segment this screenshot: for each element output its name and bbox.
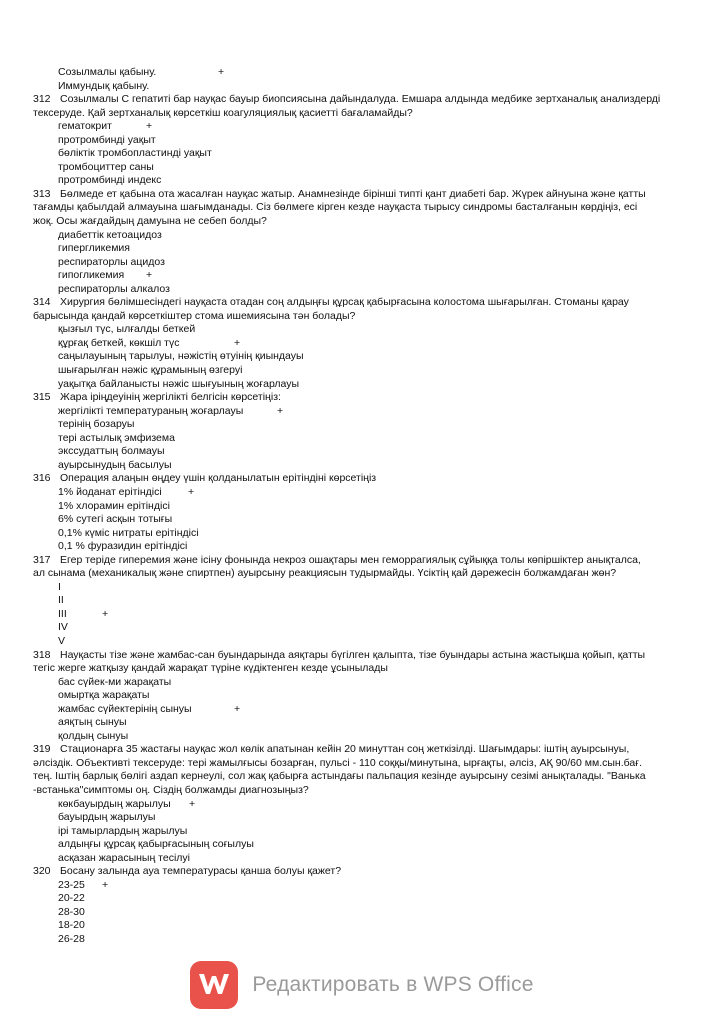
answer-text: уақытқа байланысты нәжіс шығуының жоғарлауы — [58, 377, 300, 390]
question-line — [33, 649, 693, 663]
question-line — [33, 743, 693, 757]
correct-answer-mark: + — [146, 269, 153, 282]
answer-option — [33, 229, 693, 243]
question-number: 314 — [33, 296, 51, 309]
answer-option — [33, 594, 693, 608]
answer-option — [33, 350, 693, 364]
answer-option — [33, 933, 693, 947]
question-text: әлсіздік. Объективті тексеруде: тері жамылғысы бозарған, пульсі - 110 соққы/минутына, ырғақты, әлсіз, АҚ 90/60 мм.сын.бағ. — [33, 756, 642, 769]
wps-banner-text[interactable]: Редактировать в WPS Office — [252, 973, 534, 996]
answer-text: жергілікті температураның жоғарлауы — [58, 404, 244, 417]
correct-answer-mark: + — [218, 66, 225, 78]
answer-option — [33, 256, 693, 270]
correct-answer-mark: + — [146, 120, 153, 133]
answer-option — [33, 66, 693, 80]
answer-text: гематокрит — [58, 120, 112, 133]
correct-answer-mark: + — [102, 878, 109, 891]
answer-text: тері астылық эмфизема — [58, 431, 175, 444]
question-line — [33, 310, 693, 324]
answer-option — [33, 283, 693, 297]
answer-option — [33, 730, 693, 744]
correct-answer-mark: + — [234, 336, 241, 349]
answer-text: респираторлы алкалоз — [58, 282, 170, 295]
question-text: Стационарға 35 жастағы науқас жол көлік апатынан кейін 20 минуттан соң жеткізілді. Шағымдары: іштің ауырсынуы, — [60, 743, 630, 756]
answer-text: 26-28 — [58, 933, 85, 945]
answer-option — [33, 906, 693, 920]
answer-text: омыртқа жарақаты — [58, 689, 150, 702]
answer-option — [33, 445, 693, 459]
answer-option — [33, 161, 693, 175]
question-number: 316 — [33, 472, 51, 485]
correct-answer-mark: + — [234, 702, 241, 715]
question-text: ал сынама (механикалық және спиртпен) ауырсыну реакциясын тудырмайды. Үсіктің қай дәрежесін болжамдаған жөн? — [33, 567, 617, 580]
answer-text: асқазан жарасының тесілуі — [58, 851, 190, 864]
question-text: барысында қандай көрсеткіштер стома ишемиясына тән болады? — [33, 309, 356, 322]
answer-text: гипергликемия — [58, 242, 130, 255]
question-line — [33, 784, 693, 798]
question-line — [33, 391, 693, 405]
question-line — [33, 215, 693, 229]
answer-text: I — [58, 580, 61, 593]
answer-text: ірі тамырлардың жарылуы — [58, 824, 188, 837]
answer-text: 0,1% күміс нитраты ерітіндісі — [58, 526, 199, 539]
answer-option — [33, 635, 693, 649]
correct-answer-mark: + — [189, 797, 196, 810]
answer-text: қызғыл түс, ылғалды беткей — [58, 323, 196, 336]
question-text: тексеруде. Қай зертханалық көрсеткіш коагуляциялық қасиетті бағаламайды? — [33, 106, 413, 119]
answer-text: V — [58, 634, 66, 647]
answer-text: 28-30 — [58, 905, 85, 918]
answer-option — [33, 242, 693, 256]
question-text: Босану залында ауа температурасы қанша болуы қажет? — [60, 865, 342, 878]
answer-option — [33, 500, 693, 514]
question-number: 320 — [33, 865, 51, 878]
question-text: тегіс жерге жатқызу қандай жарақат түріне күдіктенген кезде ұсынылады — [33, 662, 388, 675]
question-text: Операция алаңын өңдеу үшін қолданылатын ерітіндіні көрсетіңіз — [60, 472, 377, 485]
answer-option — [33, 919, 693, 933]
question-number: 319 — [33, 743, 51, 756]
question-text: Хирургия бөлімшесіндегі науқаста отадан соң алдыңғы құрсақ қабырғасына колостома шығарылған. Стоманы қарау — [60, 296, 629, 309]
answer-text: респираторлы ацидоз — [58, 255, 165, 268]
answer-option — [33, 825, 693, 839]
answer-text: Созылмалы қабыну. — [58, 66, 157, 78]
question-line — [33, 757, 693, 771]
question-text: -встанька"симптомы оң. Сіздің болжамды диагнозыңыз? — [33, 783, 309, 796]
answer-option — [33, 527, 693, 541]
answer-option — [33, 269, 693, 283]
answer-text: көкбауырдың жарылуы — [58, 797, 171, 810]
answer-text: II — [58, 594, 64, 607]
answer-option — [33, 540, 693, 554]
answer-option — [33, 581, 693, 595]
answer-text: терінің бозаруы — [58, 418, 135, 431]
answer-text: 1% хлорамин ерітіндісі — [58, 499, 170, 512]
answer-text: алдыңғы құрсақ қабырғасының соғылуы — [58, 838, 254, 851]
answer-option — [33, 676, 693, 690]
answer-option — [33, 838, 693, 852]
answer-text: 23-25 — [58, 878, 85, 891]
answer-option — [33, 486, 693, 500]
question-text: тең. Іштің барлық бөлігі аздап кернеулі, сол жақ қабырға астындағы пальпация кезінде ауырсыну сезімі анықталады. "Ванька — [33, 770, 646, 783]
question-line — [33, 107, 693, 121]
correct-answer-mark: + — [102, 607, 109, 620]
question-number: 312 — [33, 93, 51, 106]
answer-option — [33, 798, 693, 812]
wps-logo-icon[interactable] — [190, 961, 238, 1009]
answer-text: диабеттік кетоацидоз — [58, 228, 162, 241]
answer-text: жамбас сүйектерінің сынуы — [58, 702, 192, 715]
question-number: 315 — [33, 391, 51, 404]
answer-option — [33, 689, 693, 703]
correct-answer-mark: + — [188, 485, 195, 498]
answer-text: қолдың сынуы — [58, 729, 129, 742]
question-line — [33, 188, 693, 202]
question-text: Науқасты тізе және жамбас-сан буындарында аяқтары бүгілген қалыпта, тізе буындары астына жастықша қойып, қатты — [60, 648, 646, 661]
answer-text: құрғақ беткей, көкшіл түс — [58, 336, 180, 349]
answer-option — [33, 80, 693, 94]
answer-option — [33, 337, 693, 351]
answer-text: бауырдың жарылуы — [58, 811, 156, 824]
answer-option — [33, 703, 693, 717]
question-line — [33, 93, 693, 107]
document-body — [33, 66, 693, 947]
answer-text: 18-20 — [58, 919, 85, 932]
answer-option — [33, 811, 693, 825]
question-text: Егер теріде гиперемия және ісіну фонында некроз ошақтары мен геморрагиялық сұйыққа толы көпіршіктер анықталса, — [60, 553, 641, 566]
answer-text: III — [58, 607, 67, 620]
question-line — [33, 567, 693, 581]
answer-option — [33, 608, 693, 622]
answer-text: бас сүйек-ми жарақаты — [58, 675, 172, 688]
question-line — [33, 554, 693, 568]
answer-text: экссудаттың болмауы — [58, 445, 165, 458]
question-line — [33, 662, 693, 676]
question-text: Жара іріңдеуінің жергілікті белгісін көрсетіңіз: — [60, 391, 281, 404]
answer-text: 0,1 % фуразидин ерітіндісі — [58, 540, 188, 553]
answer-text: шығарылған нәжіс құрамының өзгеруі — [58, 364, 243, 377]
answer-text: тромбоциттер саны — [58, 160, 154, 173]
correct-answer-mark: + — [277, 404, 284, 417]
answer-option — [33, 418, 693, 432]
answer-text: Иммундық қабыну. — [58, 79, 150, 92]
question-line — [33, 770, 693, 784]
question-text: Созылмалы С гепатиті бар науқас бауыр биопсиясына дайындалуда. Емшара алдында медбике зертханалық анализдерді — [60, 93, 661, 106]
answer-option — [33, 459, 693, 473]
answer-text: бөліктік тромбопластинді уақыт — [58, 147, 212, 160]
question-line — [33, 472, 693, 486]
question-text: Бөлмеде ет қабына ота жасалған науқас жатыр. Анамнезінде бірінші типті қант диабеті бар. Жүрек айнуына және қатты — [60, 187, 646, 200]
answer-text: протромбинді индекс — [58, 174, 162, 187]
answer-option — [33, 405, 693, 419]
answer-option — [33, 513, 693, 527]
wps-edit-banner[interactable] — [0, 958, 724, 1012]
answer-option — [33, 147, 693, 161]
question-line — [33, 865, 693, 879]
answer-text: ауырсынудың басылуы — [58, 458, 172, 471]
answer-option — [33, 621, 693, 635]
answer-option — [33, 364, 693, 378]
answer-text: гипогликемия — [58, 269, 125, 282]
answer-text: 20-22 — [58, 892, 85, 905]
answer-option — [33, 892, 693, 906]
answer-option — [33, 378, 693, 392]
question-line — [33, 201, 693, 215]
answer-text: протромбинді уақыт — [58, 133, 156, 146]
answer-option — [33, 879, 693, 893]
question-text: жоқ. Осы жағдайдың дамуына не себеп болды? — [33, 215, 267, 228]
answer-text: 6% сутегі асқын тотығы — [58, 513, 173, 526]
answer-option — [33, 120, 693, 134]
question-number: 318 — [33, 648, 51, 661]
answer-text: аяқтың сынуы — [58, 716, 127, 729]
question-text: тағамды қабылдай алмауына шағымданады. Сіз бөлмеге кірген кезде науқаста тырысу синдромы басталғанын көрдіңіз, есі — [33, 201, 638, 214]
answer-option — [33, 174, 693, 188]
answer-option — [33, 432, 693, 446]
question-number: 317 — [33, 553, 51, 566]
answer-option — [33, 134, 693, 148]
answer-text: 1% йоданат ерітіндісі — [58, 485, 162, 498]
question-line — [33, 296, 693, 310]
answer-text: IV — [58, 621, 68, 634]
answer-option — [33, 716, 693, 730]
question-number: 313 — [33, 187, 51, 200]
answer-text: саңылауының тарылуы, нәжістің өтуінің қиындауы — [58, 350, 304, 363]
answer-option — [33, 852, 693, 866]
answer-option — [33, 323, 693, 337]
